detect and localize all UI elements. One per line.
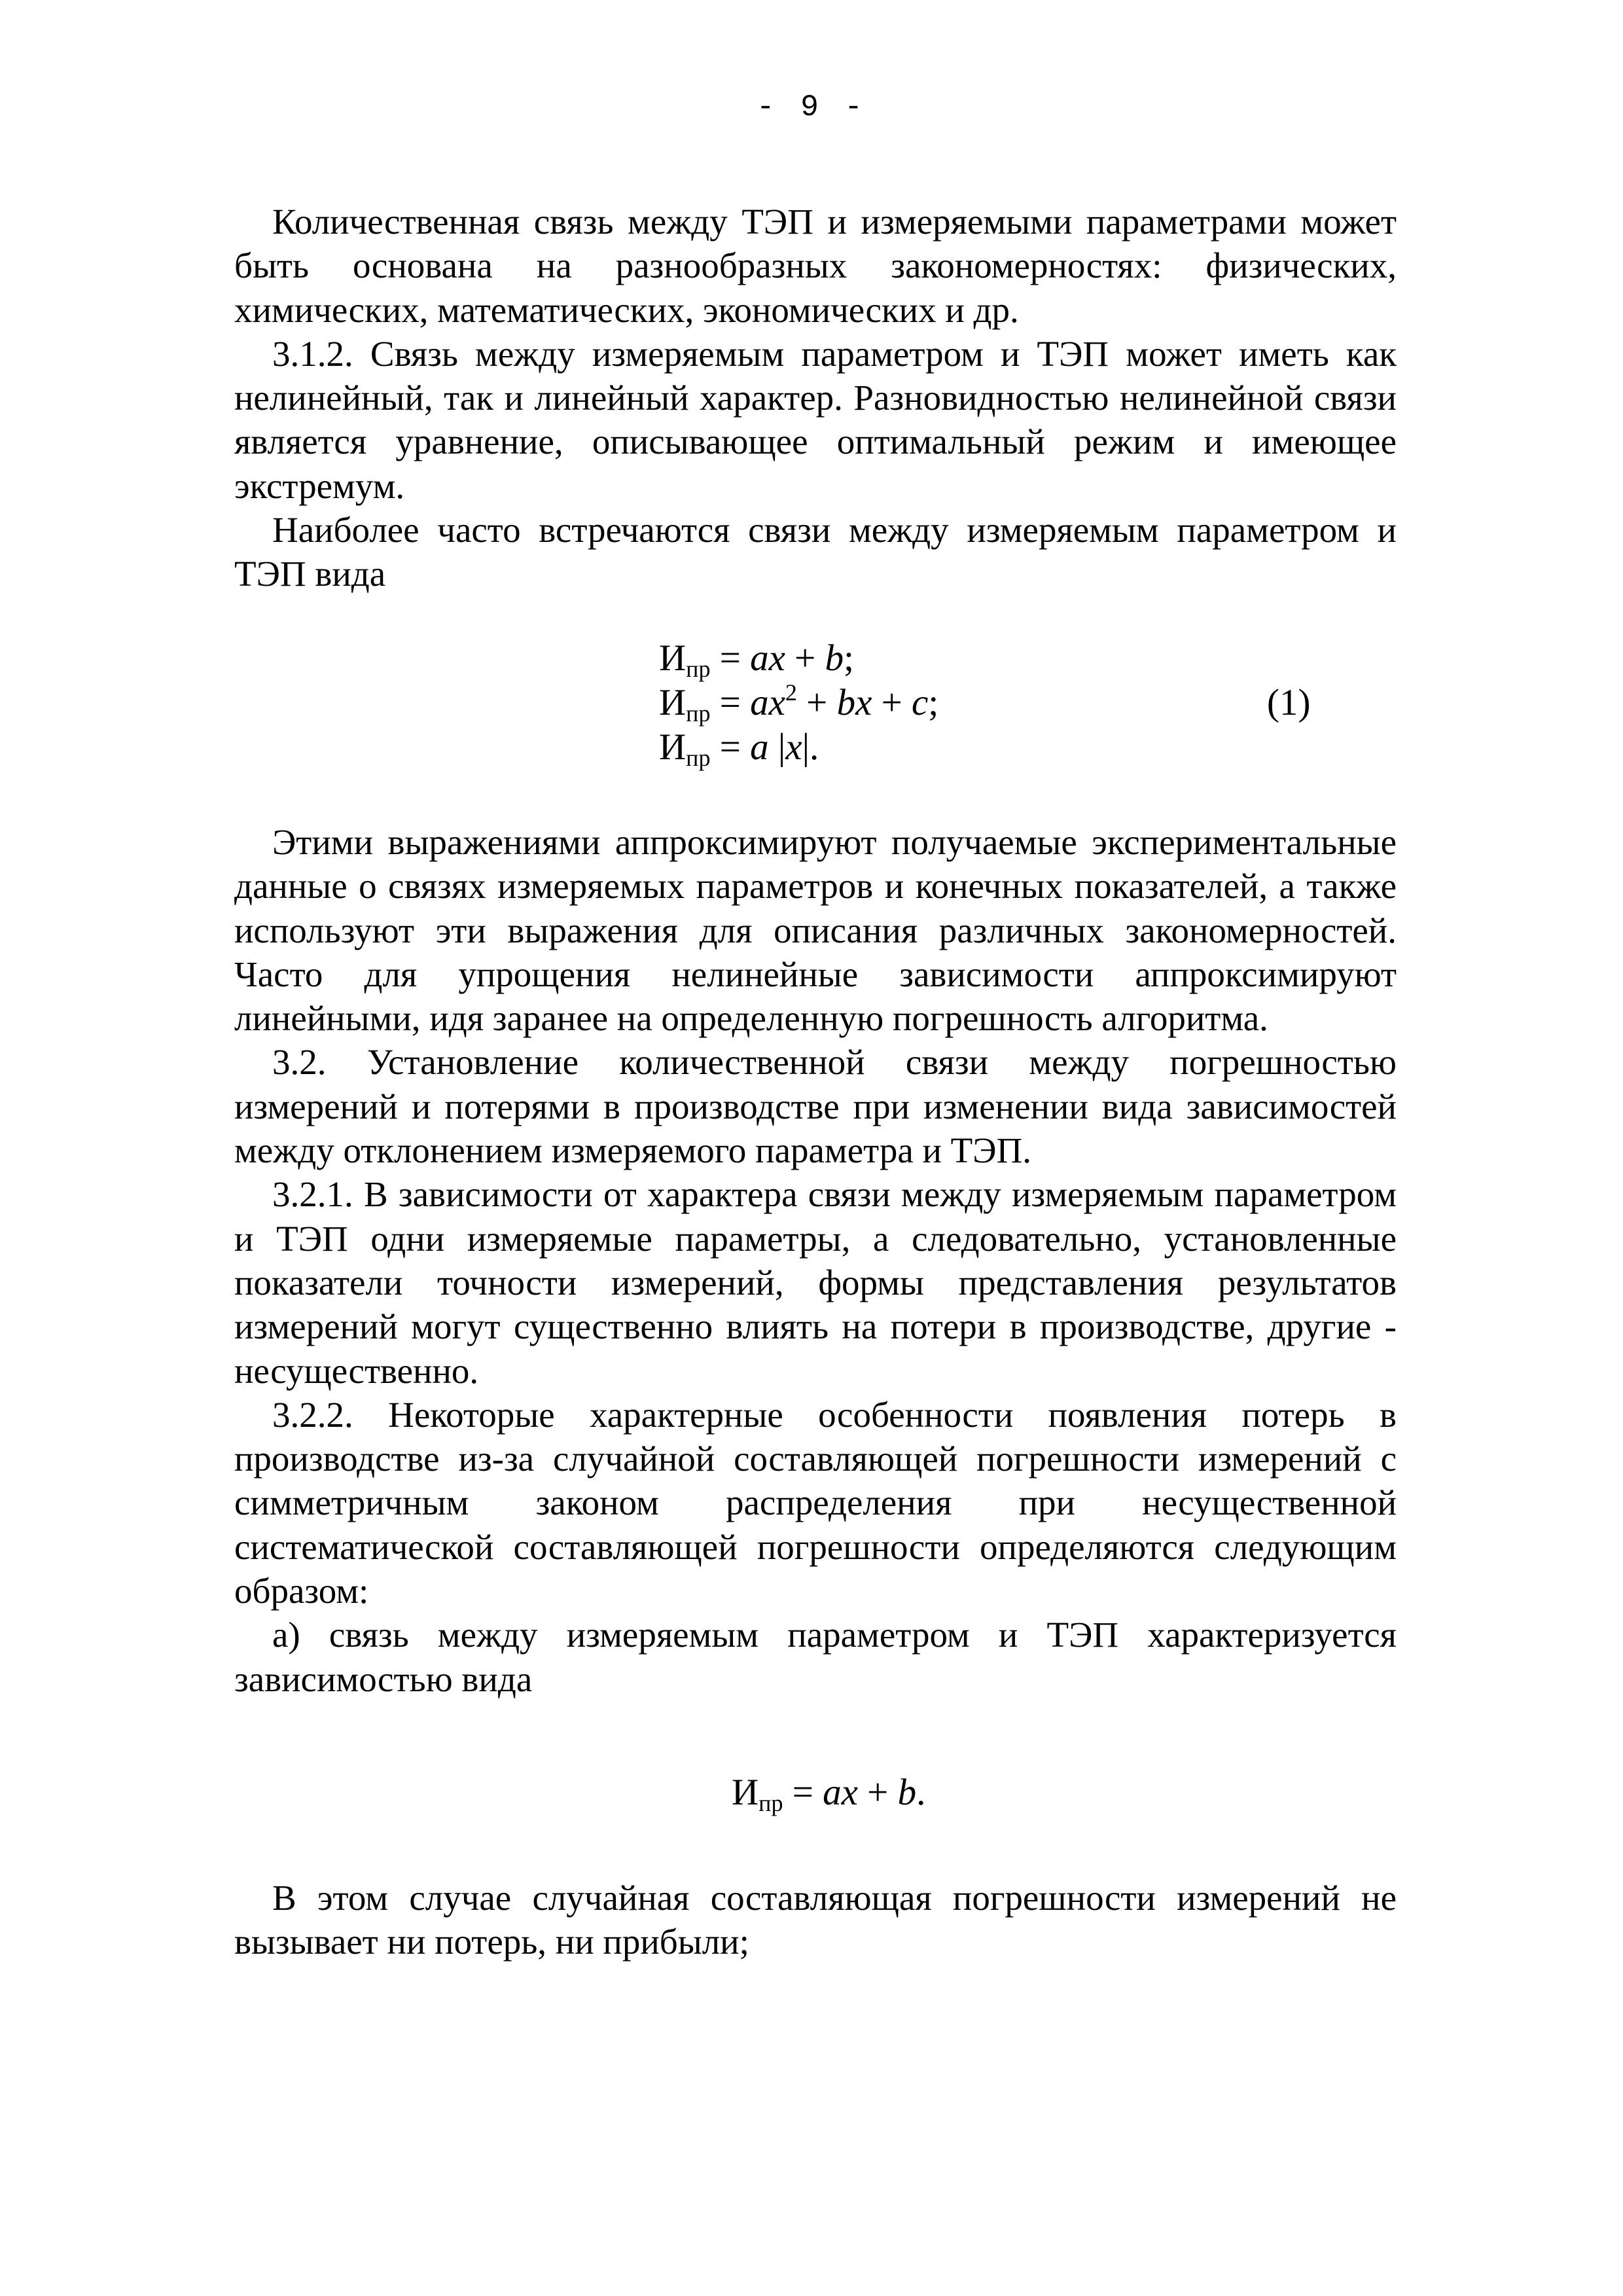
page-number: - 9 -	[756, 90, 867, 124]
text-block-intro	[234, 200, 1397, 596]
paragraph: 3.2. Установление количественной связи между погрешностью измерений и потерями в производстве при изменении вида зависимостей между отклонением измеряемого параметра и ТЭП.	[234, 1042, 1397, 1171]
equation-number: (1)	[1267, 682, 1311, 723]
formula-group-1	[659, 636, 1117, 770]
formula-linear: $И_{пр}$ = ax + b.	[732, 1772, 926, 1816]
paragraph: 3.2.1. В зависимости от характера связи между измеряемым параметром и ТЭП одни измеряемые параметры, а следовательно, установленные показатели точности измерений, формы представления результатов измерений могут существенно влиять на потери в производстве, другие - несущественно.	[234, 1174, 1397, 1391]
paragraph: 3.1.2. Связь между измеряемым параметром и ТЭП может иметь как нелинейный, так и линейный характер. Разновидностью нелинейной связи является уравнение, описывающее оптимальный режим и имеющее экстремум.	[234, 333, 1397, 506]
paragraph: а) связь между измеряемым параметром и ТЭП характеризуется зависимостью вида	[234, 1615, 1397, 1699]
paragraph: Наиболее часто встречаются связи между измеряемым параметром и ТЭП вида	[234, 510, 1397, 594]
paragraph: Количественная связь между ТЭП и измеряемыми параметрами может быть основана на разнообразных закономерностях: физических, химических, математических, экономических и др.	[234, 202, 1397, 330]
text-block-conclusion	[234, 1876, 1397, 1964]
paragraph: Этими выражениями аппроксимируют получаемые экспериментальные данные о связях измеряемых параметров и конечных показателей, а также используют эти выражения для описания различных закономерностей. Часто для упрощения нелинейные зависимости аппроксимируют линейными, идя заранее на определенную погрешность алгоритма.	[234, 822, 1397, 1039]
text-block-main	[234, 820, 1397, 1701]
paragraph: В этом случае случайная составляющая погрешности измерений не вызывает ни потерь, ни прибыли;	[234, 1878, 1397, 1962]
formula-line-1: $И_{пр}$ = ax + b;	[659, 637, 854, 682]
paragraph: 3.2.2. Некоторые характерные особенности появления потерь в производстве из-за случайной составляющей погрешности измерений с симметричным законом распределения при несущественной систематической составляющей погрешности определяются следующим образом:	[234, 1394, 1397, 1611]
formula-line-2: $И_{пр} = ax^2$ + bx + c;	[659, 679, 939, 726]
formula-line-3: $И_{пр} = a$ |x|.	[659, 726, 819, 771]
